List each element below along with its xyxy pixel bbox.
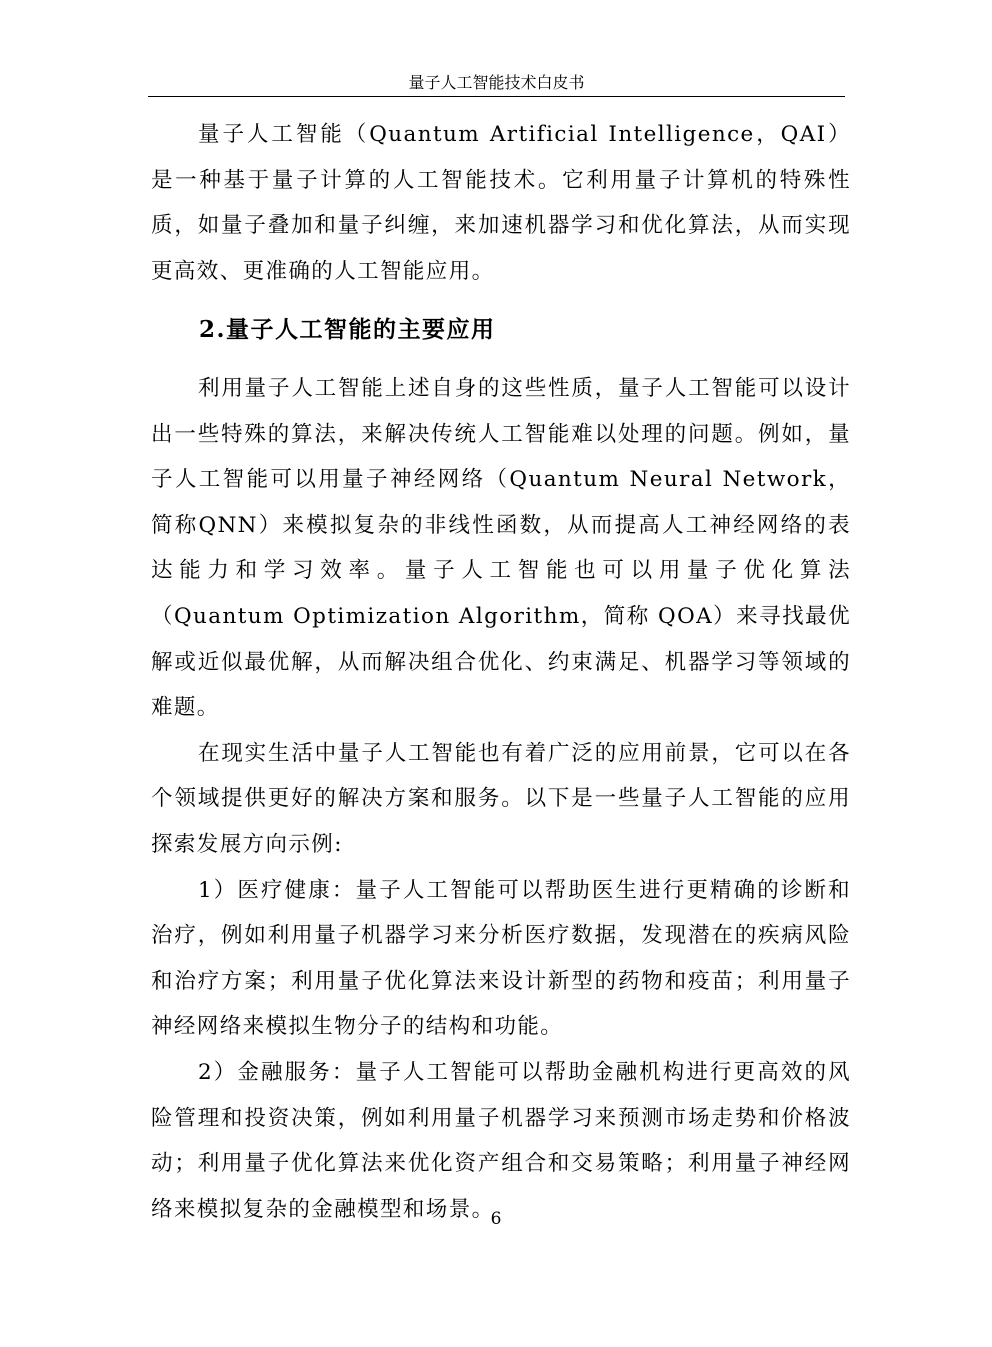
intro-paragraph: 量子人工智能（Quantum Artificial Intelligence，QAI）是一种基于量子计算的人工智能技术。它利用量子计算机的特殊性质，如量子叠加和量子纠缠，来加速机器学习和优化算法，从而实现更高效、更准确的人工智能应用。: [151, 122, 851, 284]
header-rule: [148, 96, 845, 97]
section-body: [151, 366, 851, 1232]
paragraph-algorithms: 利用量子人工智能上述自身的这些性质，量子人工智能可以设计出一些特殊的算法，来解决传统人工智能难以处理的问题。例如，量子人工智能可以用量子神经网络（Quantum Neural Network，简称QNN）来模拟复杂的非线性函数，从而提高人工神经网络的表达能力和学习效率。量子人工智能也可以用量子优化算法（Quantum Optimization Algorithm，简称 QOA）来寻找最优解或近似最优解，从而解决组合优化、约束满足、机器学习等领域的难题。: [151, 376, 851, 721]
page-number: 6: [490, 1209, 502, 1229]
intro-block: [151, 112, 851, 294]
paragraph-applications: 在现实生活中量子人工智能也有着广泛的应用前景，它可以在各个领域提供更好的解决方案和服务。以下是一些量子人工智能的应用探索发展方向示例:: [151, 740, 851, 857]
paragraph-healthcare: 1）医疗健康：量子人工智能可以帮助医生进行更精确的诊断和治疗，例如利用量子机器学习来分析医疗数据，发现潜在的疾病风险和治疗方案；利用量子优化算法来设计新型的药物和疫苗；利用量子神经网络来模拟生物分子的结构和功能。: [151, 877, 851, 1040]
section-heading: 2.量子人工智能的主要应用: [199, 316, 496, 343]
paragraph-finance: 2）金融服务：量子人工智能可以帮助金融机构进行更高效的风险管理和投资决策，例如利用量子机器学习来预测市场走势和价格波动；利用量子优化算法来优化资产组合和交易策略；利用量子神经网络来模拟复杂的金融模型和场景。: [151, 1059, 851, 1222]
running-header: 量子人工智能技术白皮书: [408, 73, 585, 92]
